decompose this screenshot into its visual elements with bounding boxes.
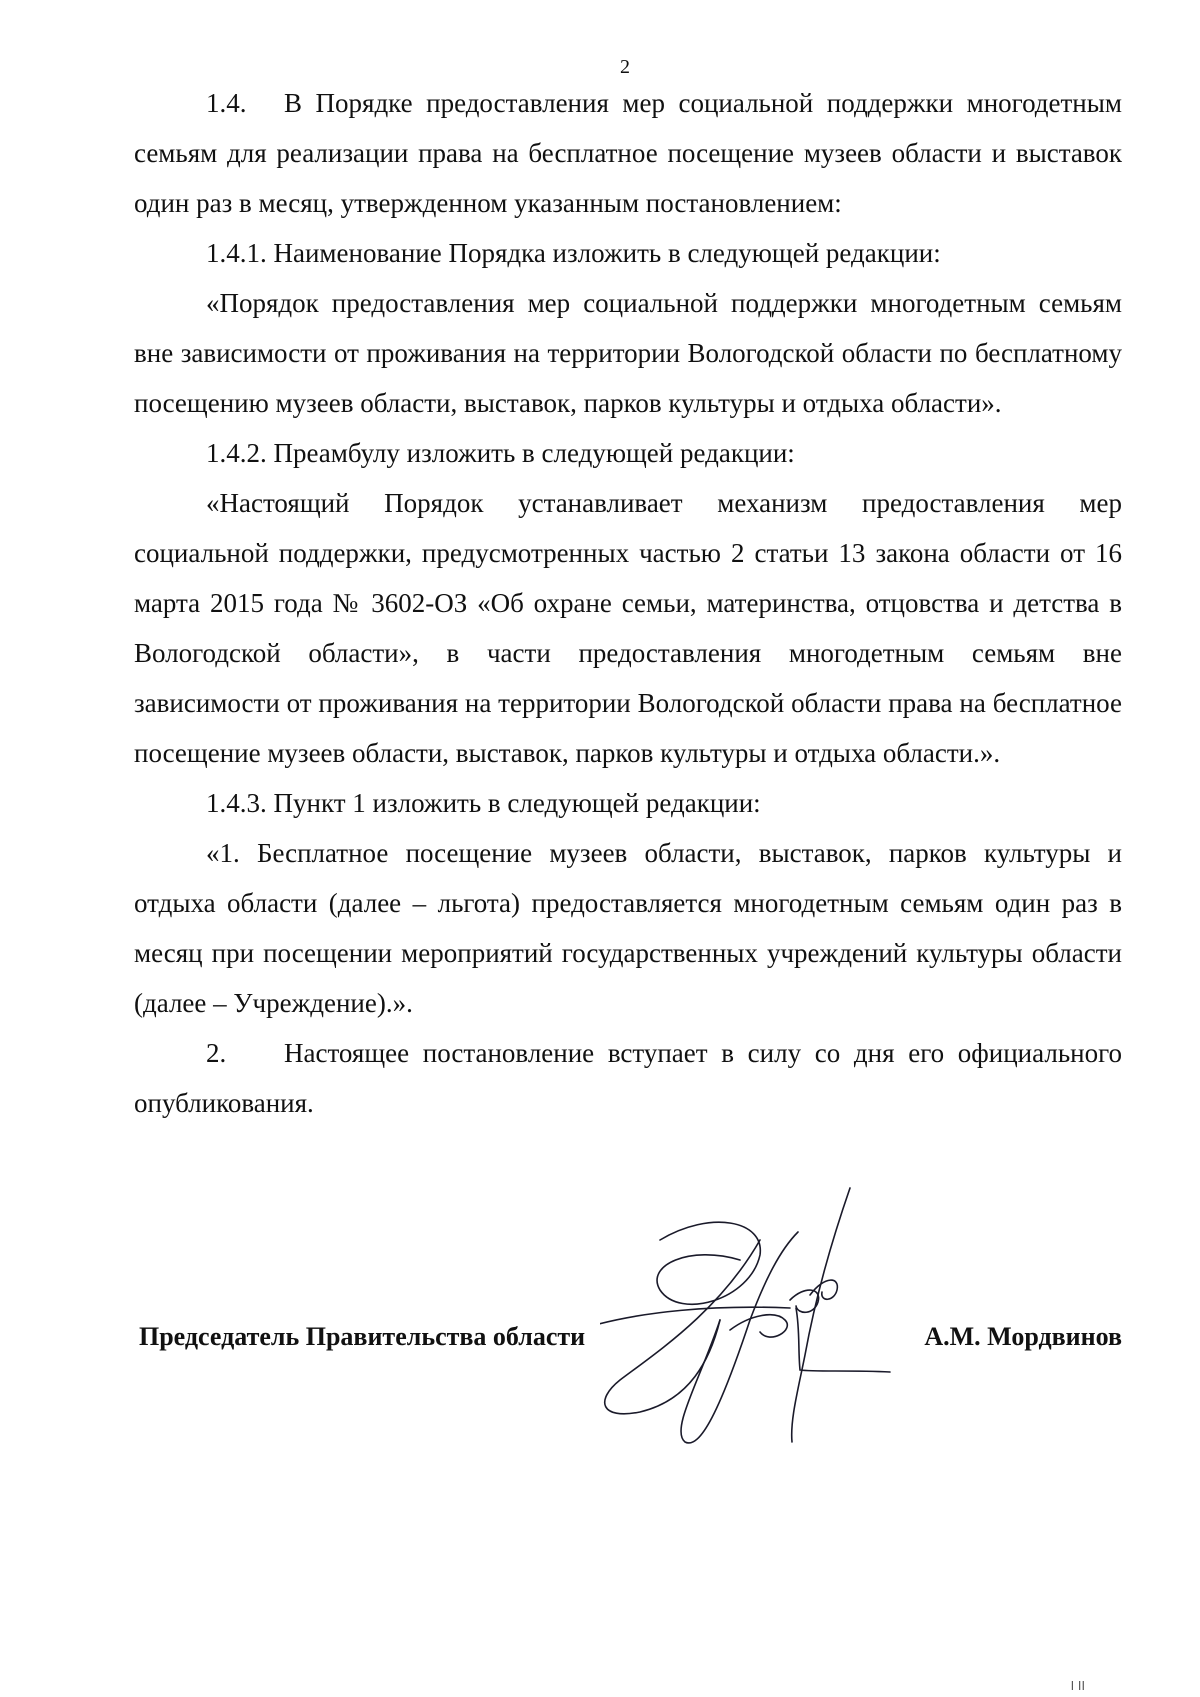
paragraph-1-4 xyxy=(134,78,1122,228)
paragraph-1-4-text: В Порядке предоставления мер социальной поддержки многодетным семьям для реализации права на бесплатное посещение музеев области и выставок один раз в месяц, утвержденном указанным постановлением: xyxy=(134,88,1122,218)
paragraph-2-text: Настоящее постановление вступает в силу со дня его официального опубликования. xyxy=(134,1038,1122,1118)
page-number: 2 xyxy=(620,56,630,78)
signer-title: Председатель Правительства области xyxy=(139,1322,586,1351)
paragraph-2 xyxy=(134,1028,1122,1128)
quote-preamble: «Настоящий Порядок устанавливает механизм предоставления мер социальной поддержки, предусмотренных частью 2 статьи 13 закона области от 16 марта 2015 года № 3602-ОЗ «Об охране семьи, материнства, отцовства и детства в Вологодской области», в части предоставления многодетным семьям вне зависимости от проживания на территории Вологодской области права на бесплатное посещение музеев области, выставок, парков культуры и отдыха области.». xyxy=(134,488,1122,768)
corner-mark: I II xyxy=(1070,1679,1085,1693)
quote-order-name: «Порядок предоставления мер социальной поддержки многодетным семьям вне зависимости от проживания на территории Вологодской области по бесплатному посещению музеев области, выставок, парков культуры и отдыха области». xyxy=(134,288,1122,418)
item-number-1-4: 1.4. xyxy=(206,88,247,118)
handwritten-signature xyxy=(600,1180,920,1470)
document-body xyxy=(134,78,1122,1128)
quote-clause-1: «1. Бесплатное посещение музеев области, выставок, парков культуры и отдыха области (далее – льгота) предоставляется многодетным семьям один раз в месяц при посещении мероприятий государственных учреждений культуры области (далее – Учреждение).». xyxy=(134,838,1122,1018)
signer-name: А.М. Мордвинов xyxy=(924,1322,1122,1351)
item-number-2: 2. xyxy=(206,1038,227,1068)
paragraph-1-4-1: 1.4.1. Наименование Порядка изложить в следующей редакции: xyxy=(206,238,941,268)
paragraph-1-4-2: 1.4.2. Преамбулу изложить в следующей редакции: xyxy=(206,438,795,468)
paragraph-1-4-3: 1.4.3. Пункт 1 изложить в следующей редакции: xyxy=(206,788,761,818)
